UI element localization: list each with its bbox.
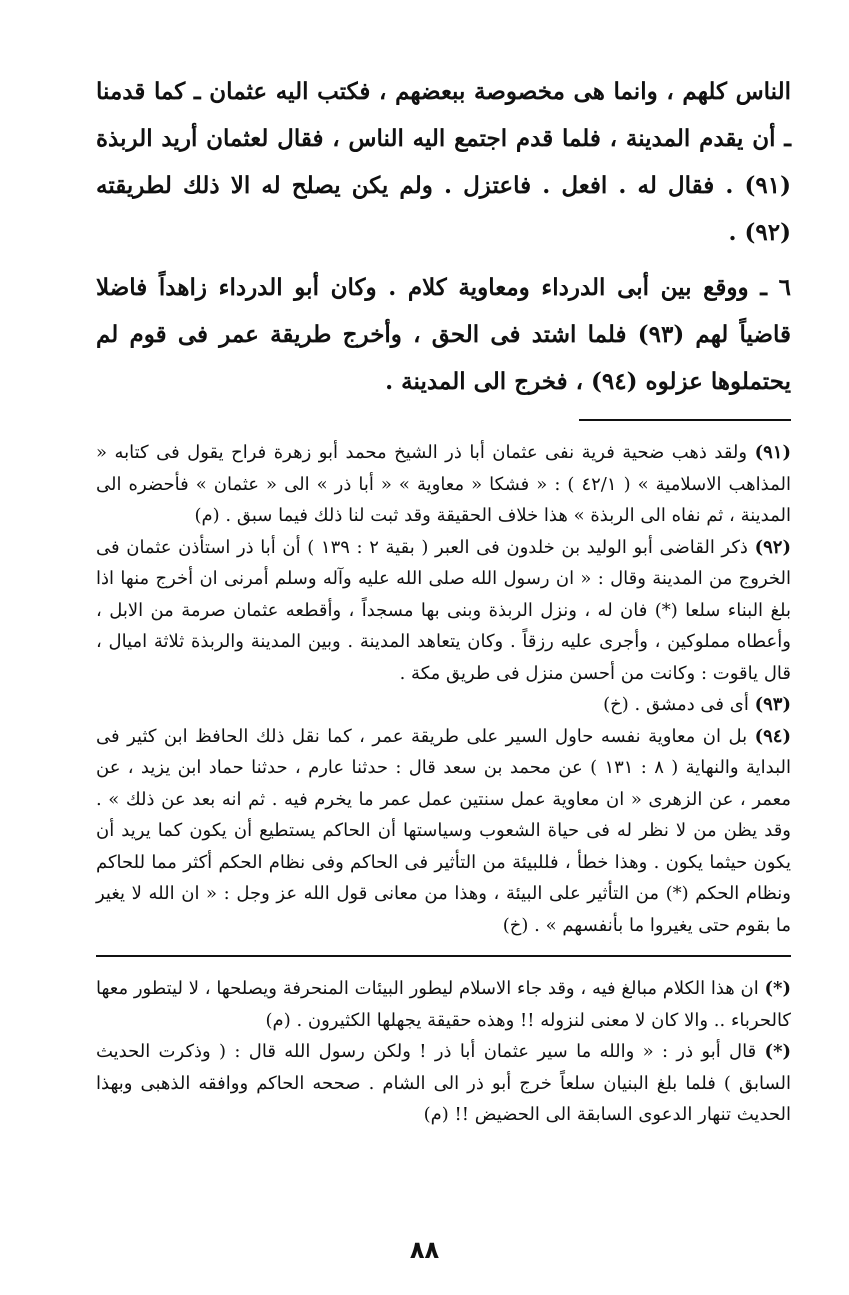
book-page (96, 68, 791, 1275)
footnote-93-number: (٩٣) (754, 694, 791, 715)
footnote-94 (96, 721, 791, 942)
main-paragraph-1: الناس كلهم ، وانما هى مخصوصة ببعضهم ، فكتب اليه عثمان ـ كما قدمنا ـ أن يقدم المدينة ، فلما قدم اجتمع اليه الناس ، فقال لعثمان أريد الربذة (٩١) . فقال له . افعل . فاعتزل . ولم يكن يصلح له الا ذلك لطريقته (٩٢) . (96, 78, 791, 246)
page-number: ٨٨ (409, 1236, 440, 1264)
footnote-94-text: بل ان معاوية نفسه حاول السير على طريقة عمر ، كما نقل ذلك الحافظ ابن كثير فى البداية والنهاية ( ٨ : ١٣١ ) عن محمد بن سعد قال : حدثنا عارم ، حدثنا حماد ابن يزيد ، عن معمر ، عن الزهرى « ان معاوية عمل سنتين عمل عمر ما يخرم فيه . ثم انه بعد عن ذلك » . وقد يظن من لا نظر له فى حياة الشعوب وسياستها أن الحاكم يستطيع أن يكون كما يريد أن يكون حيثما يكون . وهذا خطأ ، فللبيئة من التأثير فى الحاكم وفى نظام الحكم أكثر مما للحاكم ونظام الحكم (*) من التأثير على البيئة ، وهذا من معانى قول الله عز وجل : « ان الله لا يغير ما بقوم حتى يغيروا ما بأنفسهم » . (خ) (96, 725, 791, 936)
footnote-91-text: ولقد ذهب ضحية فرية نفى عثمان أبا ذر الشيخ محمد أبو زهرة فراح يقول فى كتابه « المذاهب الاسلامية » ( ٤٢/١ ) : « فشكا « معاوية » « أبا ذر » الى « عثمان » فأحضره الى المدينة ، ثم نفاه الى الربذة » هذا خلاف الحقيقة وقد ثبت لنا ذلك فيما سبق . (م) (96, 442, 791, 526)
footnote-92-text: ذكر القاضى أبو الوليد بن خلدون فى العبر ( بقية ٢ : ١٣٩ ) أن أبا ذر استأذن عثمان فى الخروج من المدينة وقال : « ان رسول الله صلى الله عليه وآله وسلم أمرنى ان أخرج منها اذا بلغ البناء سلعا (*) فان له ، ونزل الربذة وبنى بها مسجداً ، وأقطعه عثمان صرمة من الابل ، وأعطاه مملوكين ، وأجرى عليه رزقاً . وكان يتعاهد المدينة . وبين المدينة والربذة ثلاثة اميال ، قال ياقوت : وكانت من أحسن منزل فى طريق مكة . (96, 536, 791, 684)
footnote-92 (96, 532, 791, 690)
main-paragraph-2: ٦ ـ ووقع بين أبى الدرداء ومعاوية كلام . وكان أبو الدرداء زاهداً فاضلا قاضياً لهم (٩٣) فلما اشتد فى الحق ، وأخرج طريقة عمر فى قوم لم يحتملوها عزلوه (٩٤) ، فخرج الى المدينة . (96, 274, 791, 395)
footnote-separator (579, 419, 791, 421)
footnote-93 (96, 689, 791, 721)
starred-note-1-marker: (*) (764, 978, 791, 999)
footnote-92-number: (٩٢) (754, 536, 791, 558)
starred-notes-separator (96, 955, 791, 957)
starred-note-2-text: قال أبو ذر : « والله ما سير عثمان أبا ذر ! ولكن رسول الله قال : ( وذكرت الحديث السابق ) فلما بلغ البنيان سلعاً خرج أبو ذر الى الشام . صححه الحاكم ووافقه الذهبى وبهذا الحديث تنهار الدعوى السابقة الى الحضيض !! (م) (96, 1041, 791, 1125)
footnote-93-text: أى فى دمشق . (خ) (603, 694, 749, 715)
footnote-91-number: (٩١) (754, 442, 791, 463)
starred-note-2 (96, 1036, 791, 1131)
starred-note-2-marker: (*) (764, 1041, 791, 1062)
starred-note-1 (96, 973, 791, 1036)
footnote-91 (96, 437, 791, 532)
footnote-94-number: (٩٤) (754, 725, 791, 747)
starred-note-1-text: ان هذا الكلام مبالغ فيه ، وقد جاء الاسلام ليطور البيئات المنحرفة ويصلحها ، لا ليتطور معها كالحرباء .. والا كان لا معنى لنزوله !! وهذه حقيقة يجهلها الكثيرون . (م) (96, 978, 791, 1031)
